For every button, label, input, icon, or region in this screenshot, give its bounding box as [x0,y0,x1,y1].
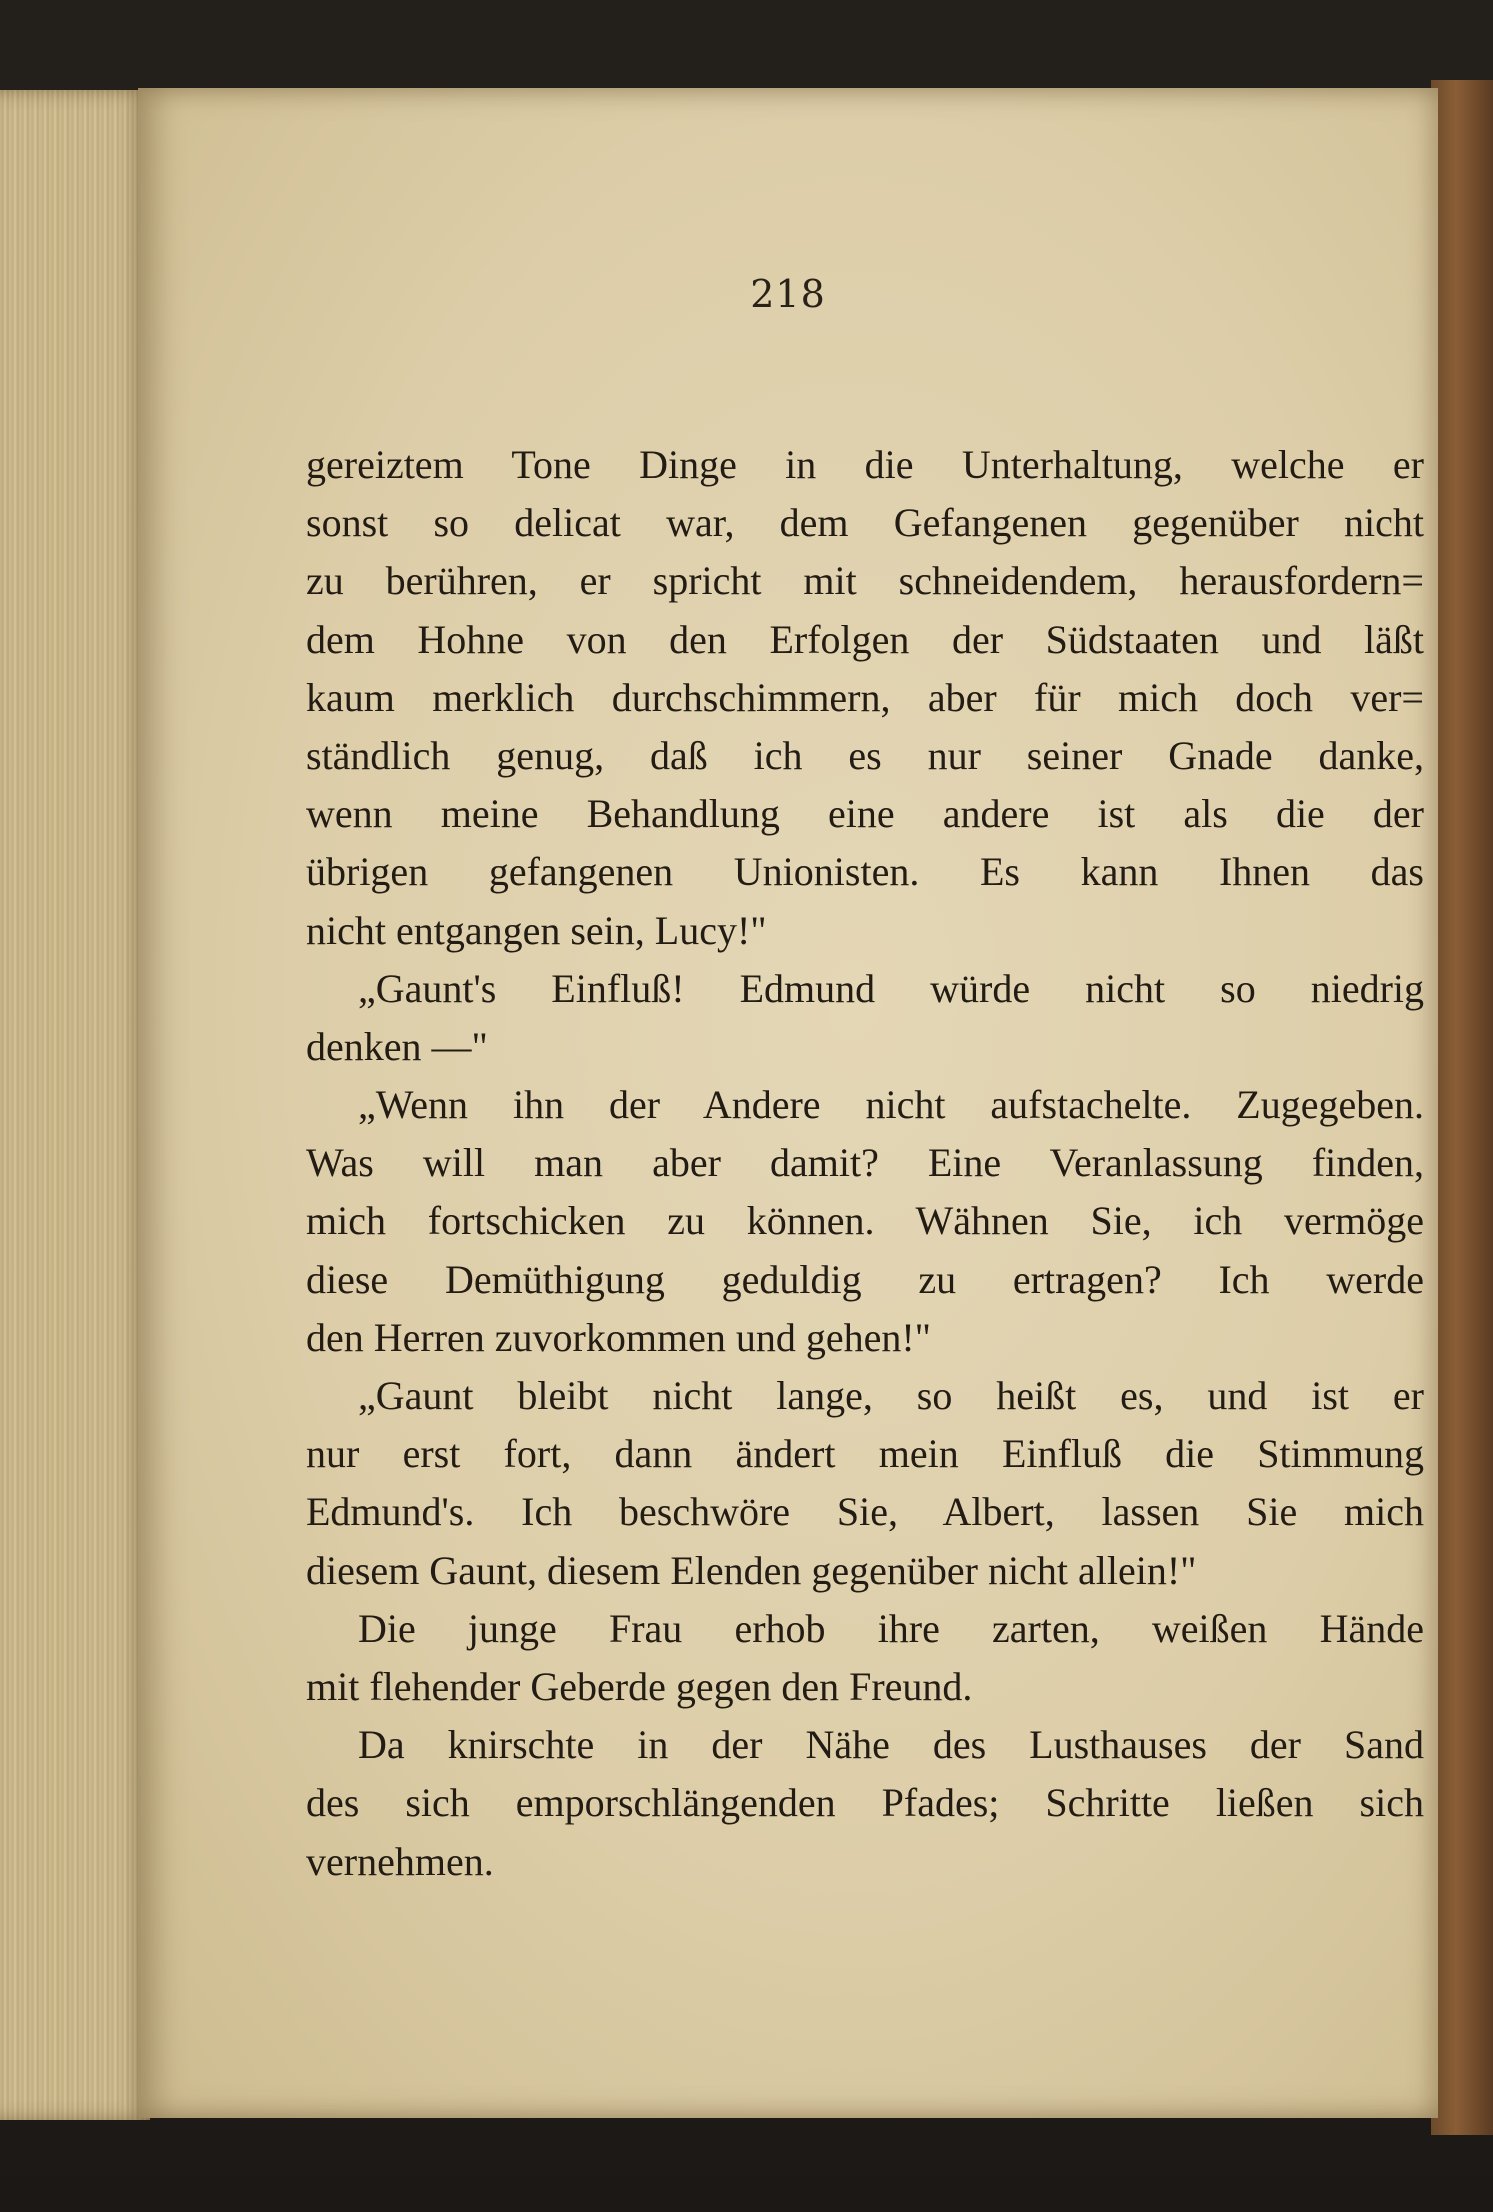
text-line: dem Hohne von den Erfolgen der Südstaaten und läßt [306,616,1424,662]
text-line: nicht entgangen sein, Lucy!" [306,907,767,953]
text-line: diesem Gaunt, diesem Elenden gegenüber nicht allein!" [306,1547,1197,1593]
text-line: mit flehender Geberde gegen den Freund. [306,1663,973,1709]
text-line: „Wenn ihn der Andere nicht aufstachelte. Zugegeben. [358,1082,1424,1128]
text-line: mich fortschicken zu können. Wähnen Sie, ich vermöge [306,1198,1424,1244]
text-line: zu berühren, er spricht mit schneidendem, herausfordern= [306,558,1424,604]
text-line: „Gaunt's Einfluß! Edmund würde nicht so niedrig [358,965,1424,1011]
text-line: Edmund's. Ich beschwöre Sie, Albert, lassen Sie mich [306,1489,1424,1535]
text-line: kaum merklich durchschimmern, aber für mich doch ver= [306,674,1424,720]
text-line: des sich emporschlängenden Pfades; Schritte ließen sich [306,1780,1424,1826]
text-line: nur erst fort, dann ändert mein Einfluß die Stimmung [306,1431,1424,1477]
text-line: den Herren zuvorkommen und gehen!" [306,1314,931,1360]
text-line: ständlich genug, daß ich es nur seiner Gnade danke, [306,732,1424,778]
page-number: 218 [750,272,826,316]
text-line: wenn meine Behandlung eine andere ist als die der [306,791,1424,837]
text-line: übrigen gefangenen Unionisten. Es kann Ihnen das [306,849,1424,895]
body-text [306,436,1424,1891]
text-line: diese Demüthigung geduldig zu ertragen? Ich werde [306,1256,1424,1302]
text-line: vernehmen. [306,1838,494,1884]
text-line: Da knirschte in der Nähe des Lusthauses der Sand [358,1722,1424,1768]
text-line: denken —" [306,1023,488,1069]
text-line: Die junge Frau erhob ihre zarten, weißen Hände [358,1605,1424,1651]
text-line: gereiztem Tone Dinge in die Unterhaltung, welche er [306,442,1424,487]
text-line: Was will man aber damit? Eine Veranlassung finden, [306,1140,1424,1186]
text-line: sonst so delicat war, dem Gefangenen gegenüber nicht [306,500,1424,546]
book-cover-edge [1431,80,1493,2135]
stacked-page-edges [0,90,150,2120]
text-line: „Gaunt bleibt nicht lange, so heißt es, und ist er [358,1373,1424,1418]
book-page [138,88,1438,2118]
